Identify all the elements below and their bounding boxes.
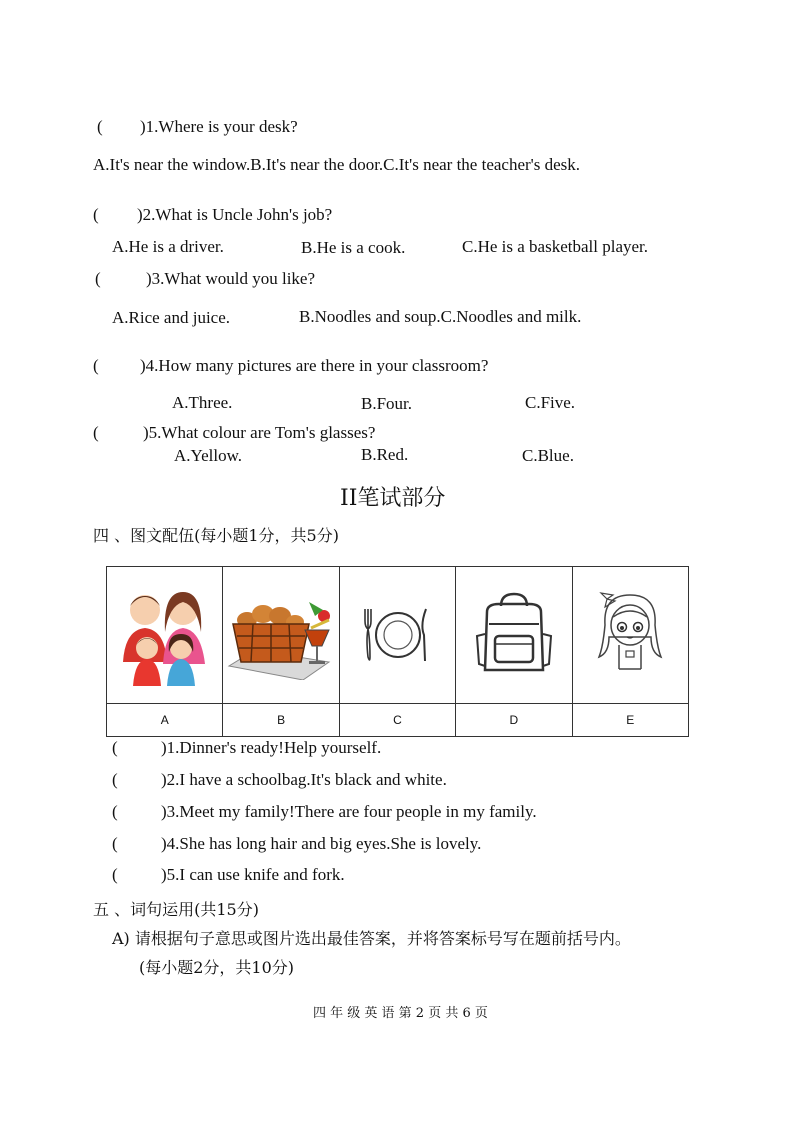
food-basket-icon [225,590,337,680]
picture-label-d: D [456,704,572,737]
q2-option-c: C.He is a basketball player. [462,237,649,256]
q1-options: A.It's near the window.B.It's near the door.C.It's near the teacher's desk. [93,155,581,174]
q3-option-a: A.Rice and juice. [112,308,231,327]
q1-paren: ( [97,117,103,136]
match-5-paren: ( [112,865,118,884]
match-4-text: )4.She has long hair and big eyes.She is lovely. [161,834,482,853]
q4-option-a: A.Three. [172,393,233,412]
q2-question: )2.What is Uncle John's job? [137,205,333,224]
match-5-text: )5.I can use knife and fork. [161,865,345,884]
picture-food [223,567,339,704]
picture-table [106,566,689,737]
match-3-paren: ( [112,802,118,821]
picture-plate [339,567,455,704]
plate-knife-fork-icon [362,595,432,675]
written-part-title: II笔试部分 [340,486,446,511]
picture-family [107,567,223,704]
match-3-text: )3.Meet my family!There are four people in my family. [161,802,537,821]
section5-score: (每小题2分，共10分) [139,958,295,977]
q2-option-b: B.He is a cook. [301,238,406,257]
q4-option-c: C.Five. [525,393,576,412]
picture-girl [572,567,688,704]
picture-label-a: A [107,704,223,737]
girl-icon [595,587,665,683]
family-icon [115,582,215,688]
q1-question: )1.Where is your desk? [140,117,298,136]
section5-instruction: A) 请根据句子意思或图片选出最佳答案，并将答案标号写在题前括号内。 [112,929,631,948]
picture-label-b: B [223,704,339,737]
page-footer: 四 年 级 英 语 第 2 页 共 6 页 [313,1006,488,1021]
q3-option-bc: B.Noodles and soup.C.Noodles and milk. [299,307,582,326]
section4-heading: 四 、图文配伍(每小题1分，共5分) [93,526,339,545]
match-2-text: )2.I have a schoolbag.It's black and white. [161,770,447,789]
match-1-text: )1.Dinner's ready!Help yourself. [161,738,382,757]
q5-option-b: B.Red. [361,445,409,464]
q4-option-b: B.Four. [361,394,413,413]
match-2-paren: ( [112,770,118,789]
q3-question: )3.What would you like? [146,269,316,288]
q4-question: )4.How many pictures are there in your classroom? [140,356,489,375]
picture-label-e: E [572,704,688,737]
q2-option-a: A.He is a driver. [112,237,224,256]
schoolbag-icon [473,590,555,680]
q4-paren: ( [93,356,99,375]
picture-schoolbag [456,567,572,704]
q5-paren: ( [93,423,99,442]
q5-option-a: A.Yellow. [174,446,243,465]
match-1-paren: ( [112,738,118,757]
q2-paren: ( [93,205,99,224]
q5-option-c: C.Blue. [522,446,574,465]
match-4-paren: ( [112,834,118,853]
section5-heading: 五 、词句运用(共15分) [93,900,259,919]
picture-label-c: C [339,704,455,737]
q5-question: )5.What colour are Tom's glasses? [143,423,376,442]
q3-paren: ( [95,269,101,288]
